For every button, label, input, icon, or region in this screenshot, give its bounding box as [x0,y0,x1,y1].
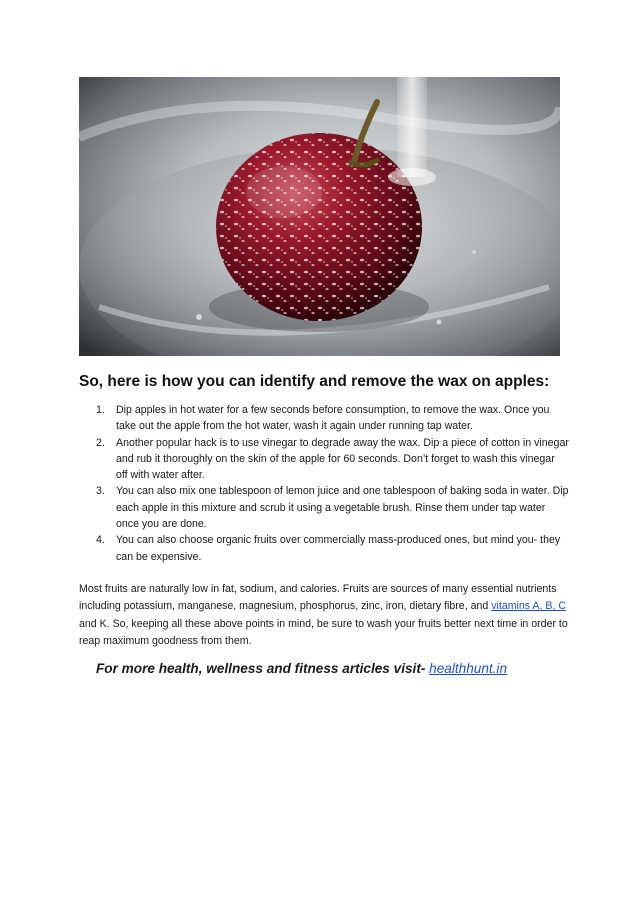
list-item-number: 1. [96,404,105,416]
nutrition-paragraph [79,581,569,650]
section-heading: So, here is how you can identify and remove the wax on apples: [79,373,550,390]
healthhunt-link[interactable]: healthhunt.in [429,661,508,676]
list-item [79,402,569,435]
list-item [79,435,569,484]
promo-line [96,661,507,676]
list-item-text: Dip apples in hot water for a few seconds before consumption, to remove the wax. Once you take out the apple from the hot water, wash it again under running tap water. [116,404,550,433]
list-item-number: 2. [96,436,105,449]
paragraph-text-start: Most fruits are naturally low in fat, sodium, and calories. Fruits are sources of many essential nutrients including potassium, manganese, magnesium, phosphorus, zinc, iron, dietary fibre, and [79,583,557,613]
promo-text: For more health, wellness and fitness articles visit- [96,661,430,676]
list-item-text: You can also choose organic fruits over commercially mass-produced ones, but mind you- they can be expensive. [116,534,561,563]
wax-removal-steps [79,402,569,565]
list-item-number: 4. [96,534,105,547]
list-item-text: You can also mix one tablespoon of lemon juice and one tablespoon of baking soda in water. Dip each apple in this mixture and scrub it using a vegetable brush. Rinse them under tap water once you are done. [116,485,569,531]
vitamins-link[interactable]: vitamins A, B, C [491,600,566,613]
list-item [79,483,569,532]
apple-in-water-photo [79,77,560,356]
paragraph-text-end: and K. So, keeping all these above points in mind, be sure to wash your fruits better next time in order to reap maximum goodness from them. [79,617,568,647]
list-item [79,532,569,565]
list-item-text: Another popular hack is to use vinegar to degrade away the wax. Dip a piece of cotton in vinegar and rub it thoroughly on the skin of the apple for 60 seconds. Don’t forget to wash this vinegar off with water after. [116,436,569,482]
list-item-number: 3. [96,485,105,498]
